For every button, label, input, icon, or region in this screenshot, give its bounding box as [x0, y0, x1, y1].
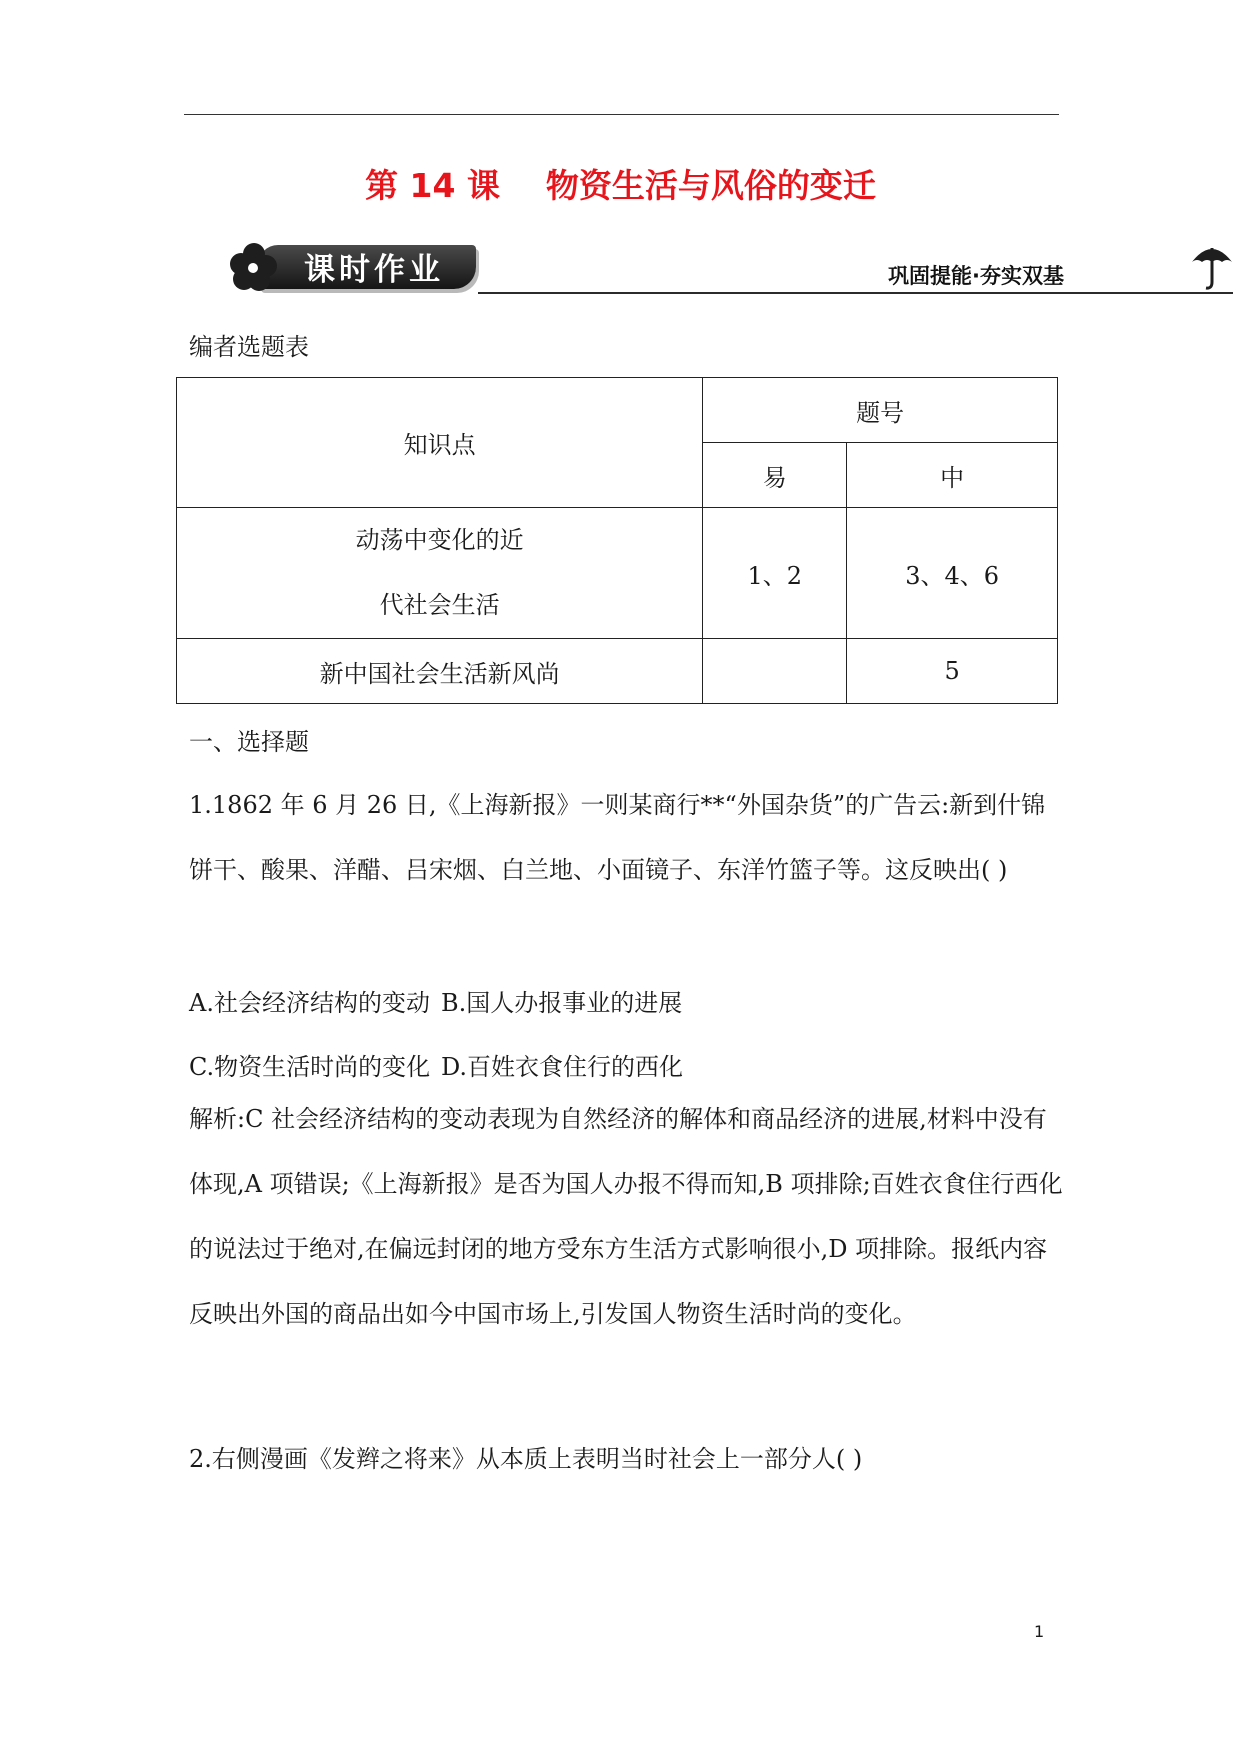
lesson-title: 第 14 课 物资生活与风俗的变迁	[365, 166, 876, 205]
section-heading: 一、选择题	[189, 728, 309, 756]
table-caption: 编者选题表	[189, 333, 309, 361]
flower-icon	[228, 242, 280, 294]
medium-cell: 5	[847, 639, 1058, 704]
banner-underline	[478, 292, 1233, 294]
banner-subtitle: 巩固提能·夯实双基	[888, 264, 1064, 288]
banner-label: 课时作业	[304, 252, 444, 288]
question-1-stem: 1.1862 年 6 月 26 日,《上海新报》一则某商行**“外国杂货”的广告云:新到什锦饼干、酸果、洋醋、吕宋烟、白兰地、小面镜子、东洋竹篮子等。这反映出( )	[189, 791, 1046, 884]
medium-cell: 3、4、6	[847, 508, 1058, 639]
question-1-option-a: A.社会经济结构的变动	[189, 989, 430, 1017]
header-rule	[184, 114, 1059, 115]
header-question-no: 题号	[703, 378, 1058, 443]
page-number: 1	[1034, 1622, 1045, 1641]
umbrella-icon	[1190, 242, 1234, 292]
easy-cell: 1、2	[703, 508, 847, 639]
homework-banner	[228, 238, 1238, 300]
table-row	[177, 639, 1058, 704]
header-easy: 易	[703, 443, 847, 508]
question-2-stem: 2.右侧漫画《发辫之将来》从本质上表明当时社会上一部分人( )	[189, 1445, 863, 1473]
question-1-analysis: 解析:C 社会经济结构的变动表现为自然经济的解体和商品经济的进展,材料中没有体现,A 项错误;《上海新报》是否为国人办报不得而知,B 项排除;百姓衣食住行西化的说法过于绝对,在偏远封闭的地方受东方生活方式影响很小,D 项排除。报纸内容反映出外国的商品出如今中国市场上,引发国人物资生活时尚的变化。	[189, 1105, 1063, 1328]
question-1-option-d: D.百姓衣食住行的西化	[441, 1053, 684, 1081]
question-selection-table	[176, 377, 1058, 704]
topic-cell	[177, 508, 703, 639]
header-knowledge: 知识点	[177, 378, 703, 508]
topic-line: 代社会生活	[379, 591, 500, 619]
topic-cell: 新中国社会生活新风尚	[177, 639, 703, 704]
easy-cell	[703, 639, 847, 704]
question-1-option-b: B.国人办报事业的进展	[441, 989, 683, 1017]
topic-line: 动荡中变化的近	[355, 526, 524, 554]
header-medium: 中	[847, 443, 1058, 508]
table-row	[177, 508, 1058, 639]
question-1-option-c: C.物资生活时尚的变化	[189, 1053, 431, 1081]
